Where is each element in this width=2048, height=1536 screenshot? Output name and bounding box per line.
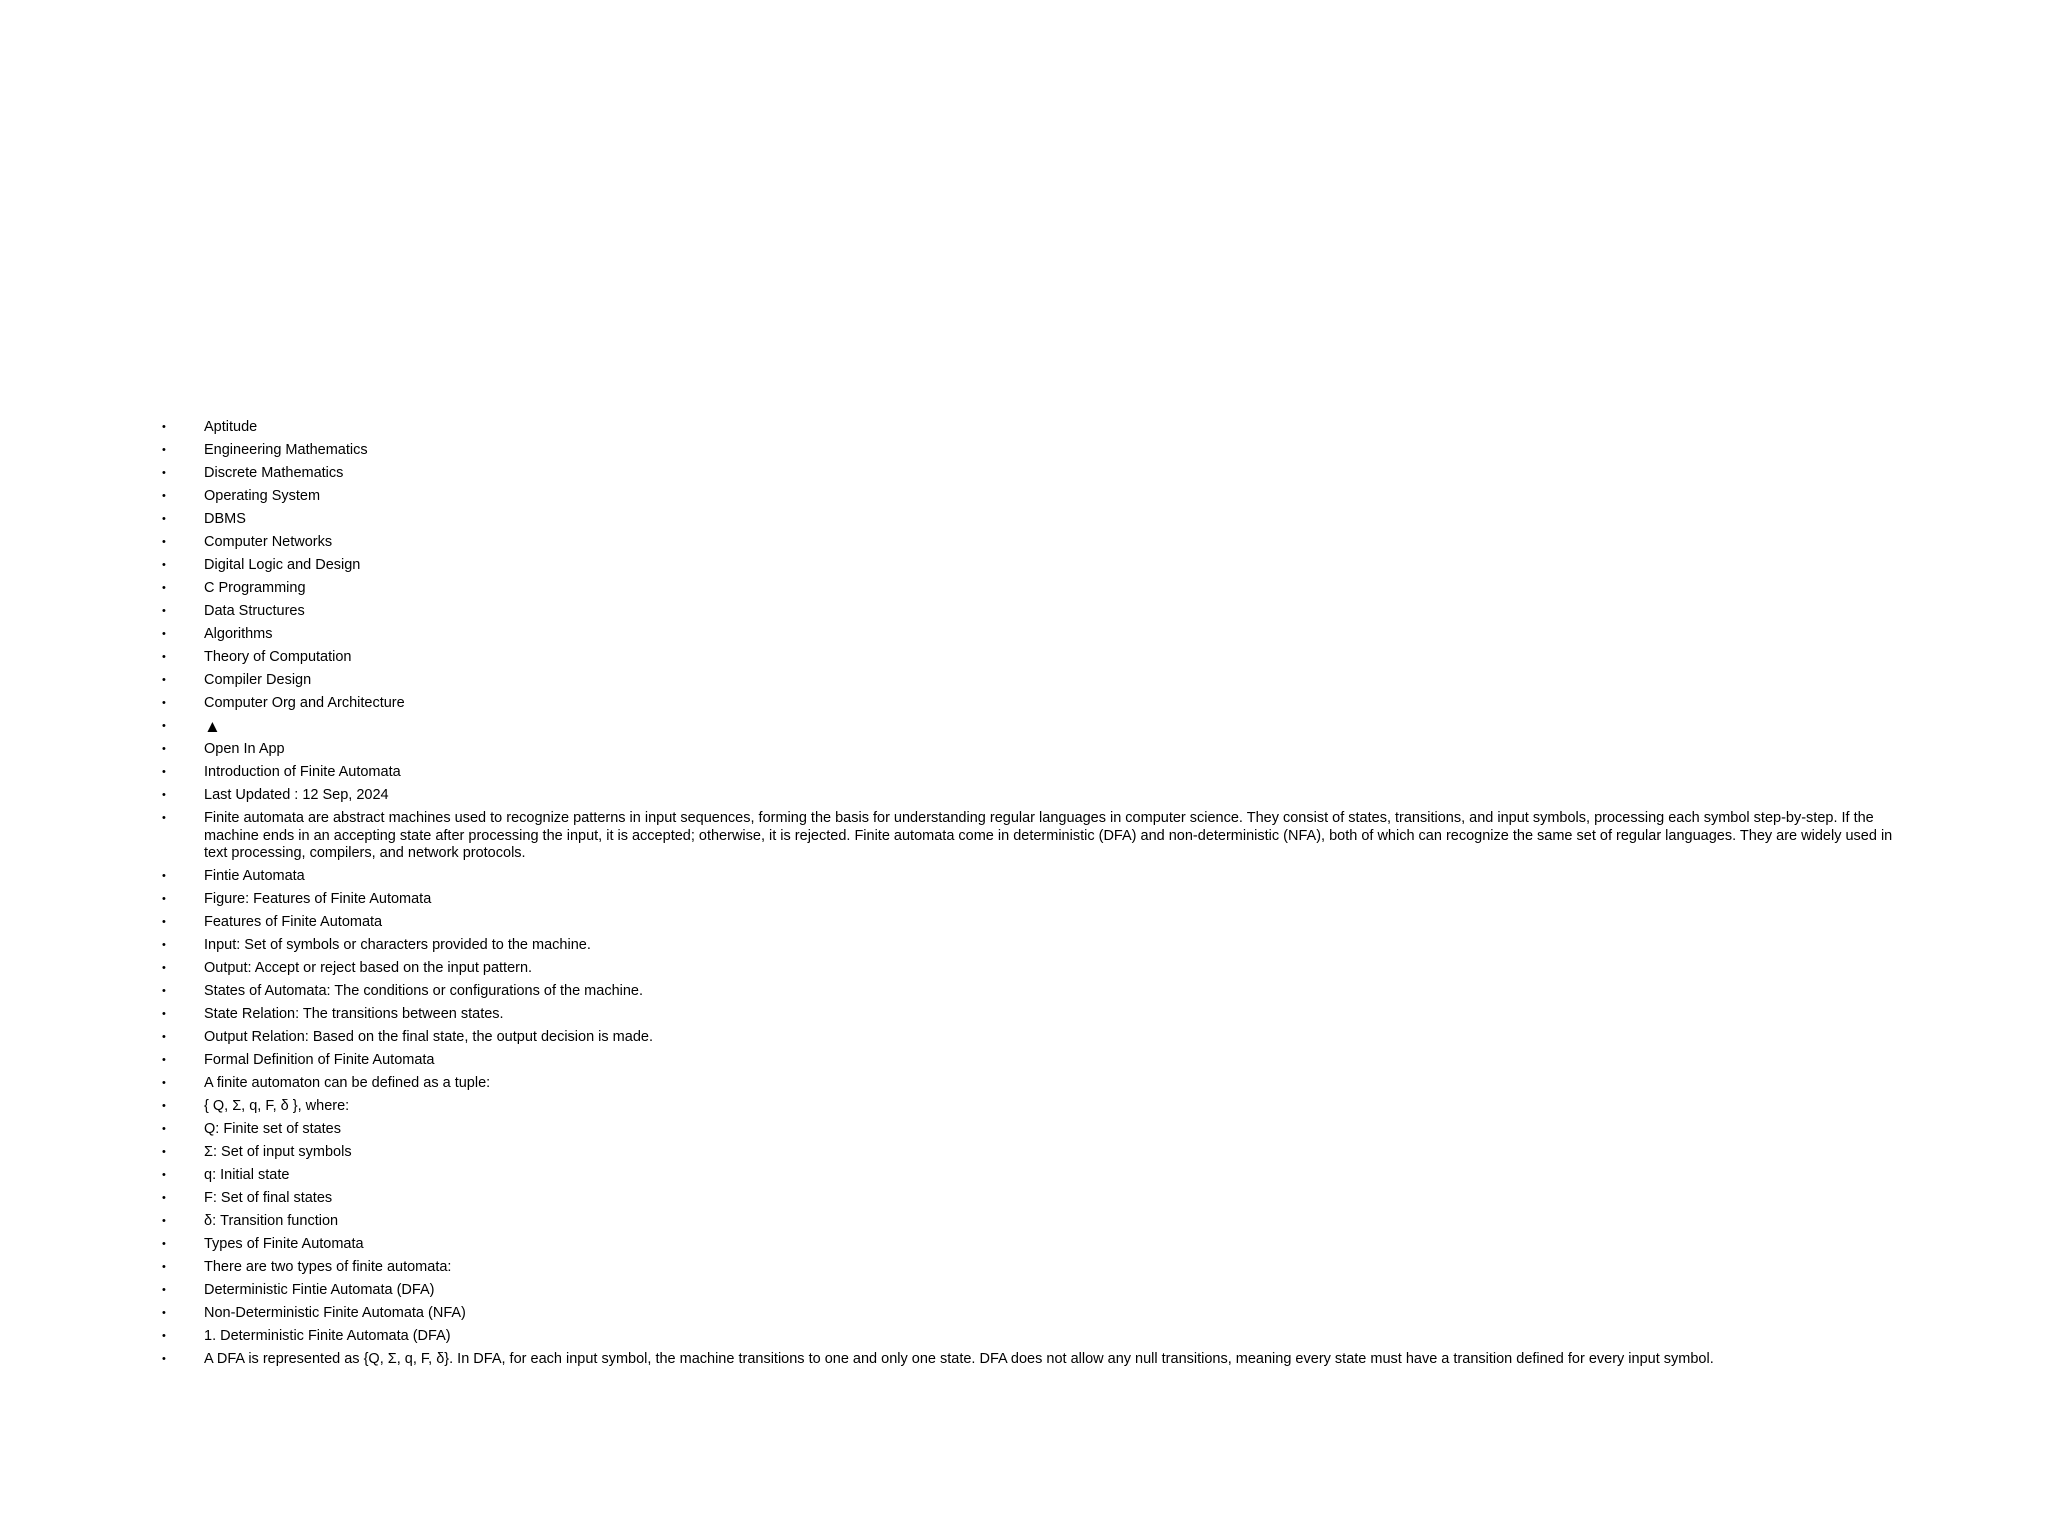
bullet-marker: • — [162, 1330, 166, 1342]
list-item-feature-output-relation — [0, 1029, 2048, 1047]
list-item-def-sigma — [0, 1144, 2048, 1162]
list-item-engineering-mathematics[interactable] — [0, 442, 2048, 460]
bullet-marker: • — [162, 916, 166, 928]
list-item-theory-of-computation[interactable] — [0, 649, 2048, 667]
bullet-marker: • — [162, 720, 166, 732]
nav-link-data-structures[interactable]: Data Structures — [204, 603, 305, 619]
bullet-marker: • — [162, 870, 166, 882]
bullet-marker: • — [162, 743, 166, 755]
bullet-marker: • — [162, 1307, 166, 1319]
type-dfa: Deterministic Fintie Automata (DFA) — [204, 1282, 435, 1298]
bullet-marker: • — [162, 674, 166, 686]
bullet-marker: • — [162, 490, 166, 502]
intro-paragraph: Finite automata are abstract machines used to recognize patterns in input sequences, forming the basis for understanding regular languages in computer science. They consist of states, transitions, and input symbols, processing each symbol step-by-step. If the machine ends in an accepting state after processing the input, it is accepted; otherwise, it is rejected. Finite automata come in deterministic (DFA) and non-deterministic (NFA), both of which can recognize the same set of regular languages. They are widely used in text processing, compilers, and network protocols. — [204, 810, 1893, 861]
nav-link-algorithms[interactable]: Algorithms — [204, 626, 273, 642]
bullet-marker: • — [162, 1008, 166, 1020]
last-updated-text: Last Updated : 12 Sep, 2024 — [204, 787, 389, 803]
feature-input: Input: Set of symbols or characters provided to the machine. — [204, 937, 591, 953]
nav-link-aptitude[interactable]: Aptitude — [204, 419, 258, 435]
list-item-data-structures[interactable] — [0, 603, 2048, 621]
list-item-algorithms[interactable] — [0, 626, 2048, 644]
list-item-scroll-up[interactable] — [0, 718, 2048, 736]
definition-final-states: F: Set of final states — [204, 1190, 333, 1206]
bullet-marker: • — [162, 1054, 166, 1066]
list-item-feature-states — [0, 983, 2048, 1001]
list-item-compiler-design[interactable] — [0, 672, 2048, 690]
bullet-marker: • — [162, 1077, 166, 1089]
nav-link-engineering-mathematics[interactable]: Engineering Mathematics — [204, 442, 368, 458]
bullet-marker: • — [162, 444, 166, 456]
bullet-marker: • — [162, 1261, 166, 1273]
feature-states: States of Automata: The conditions or configurations of the machine. — [204, 983, 644, 999]
list-item-operating-system[interactable] — [0, 488, 2048, 506]
list-item-def-initial — [0, 1167, 2048, 1185]
image-alt-text: Fintie Automata — [204, 868, 305, 884]
nav-link-c-programming[interactable]: C Programming — [204, 580, 306, 596]
definition-transition-function: δ: Transition function — [204, 1213, 339, 1229]
list-item-def-delta — [0, 1213, 2048, 1231]
bullet-marker: • — [162, 559, 166, 571]
dfa-paragraph: A DFA is represented as {Q, Σ, q, F, δ}. In DFA, for each input symbol, the machine transitions to one and only one state. DFA does not allow any null transitions, meaning every state must have a transition defined for every input symbol. — [204, 1351, 1714, 1367]
bullet-marker: • — [162, 962, 166, 974]
tuple-intro: A finite automaton can be defined as a tuple: — [204, 1075, 491, 1091]
list-item-computer-networks[interactable] — [0, 534, 2048, 552]
bullet-marker: • — [162, 789, 166, 801]
bullet-marker: • — [162, 1192, 166, 1204]
list-item-tuple-intro — [0, 1075, 2048, 1093]
nav-link-operating-system[interactable]: Operating System — [204, 488, 321, 504]
bullet-marker: • — [162, 697, 166, 709]
bullet-marker: • — [162, 628, 166, 640]
bullet-marker: • — [162, 467, 166, 479]
open-in-app-link[interactable]: Open In App — [204, 741, 285, 757]
tuple-definition: { Q, Σ, q, F, δ }, where: — [204, 1098, 350, 1114]
scroll-up-icon[interactable]: ▲ — [204, 717, 221, 736]
nav-link-dbms[interactable]: DBMS — [204, 511, 246, 527]
list-item-features-heading — [0, 914, 2048, 932]
bullet-marker: • — [162, 1238, 166, 1250]
list-item-tuple — [0, 1098, 2048, 1116]
list-item-c-programming[interactable] — [0, 580, 2048, 598]
list-item-aptitude[interactable] — [0, 419, 2048, 437]
definition-input-symbols: Σ: Set of input symbols — [204, 1144, 352, 1160]
list-item-feature-input — [0, 937, 2048, 955]
list-item-article-title — [0, 764, 2048, 782]
figure-caption: Figure: Features of Finite Automata — [204, 891, 432, 907]
list-item-intro-paragraph — [0, 810, 2048, 863]
types-heading: Types of Finite Automata — [204, 1236, 364, 1252]
feature-output: Output: Accept or reject based on the input pattern. — [204, 960, 533, 976]
article-title: Introduction of Finite Automata — [204, 764, 401, 780]
list-item-feature-output — [0, 960, 2048, 978]
list-item-open-in-app[interactable] — [0, 741, 2048, 759]
feature-output-relation: Output Relation: Based on the final state, the output decision is made. — [204, 1029, 653, 1045]
bullet-marker: • — [162, 513, 166, 525]
document-list — [0, 419, 2048, 1374]
nav-link-digital-logic[interactable]: Digital Logic and Design — [204, 557, 361, 573]
nav-link-theory-of-computation[interactable]: Theory of Computation — [204, 649, 352, 665]
bullet-marker: • — [162, 1353, 166, 1365]
bullet-marker: • — [162, 1123, 166, 1135]
list-item-computer-org[interactable] — [0, 695, 2048, 713]
list-item-types-heading — [0, 1236, 2048, 1254]
list-item-types-intro — [0, 1259, 2048, 1277]
definition-states: Q: Finite set of states — [204, 1121, 341, 1137]
list-item-def-final — [0, 1190, 2048, 1208]
bullet-marker: • — [162, 605, 166, 617]
formal-definition-heading: Formal Definition of Finite Automata — [204, 1052, 435, 1068]
dfa-heading: 1. Deterministic Finite Automata (DFA) — [204, 1328, 451, 1344]
bullet-marker: • — [162, 1284, 166, 1296]
bullet-marker: • — [162, 1146, 166, 1158]
nav-link-compiler-design[interactable]: Compiler Design — [204, 672, 312, 688]
list-item-dfa-heading — [0, 1328, 2048, 1346]
bullet-marker: • — [162, 1215, 166, 1227]
nav-link-discrete-mathematics[interactable]: Discrete Mathematics — [204, 465, 344, 481]
list-item-feature-state-relation — [0, 1006, 2048, 1024]
bullet-marker: • — [162, 1100, 166, 1112]
bullet-marker: • — [162, 893, 166, 905]
list-item-figure-caption — [0, 891, 2048, 909]
list-item-dfa-paragraph — [0, 1351, 2048, 1369]
type-nfa: Non-Deterministic Finite Automata (NFA) — [204, 1305, 466, 1321]
list-item-def-q — [0, 1121, 2048, 1139]
bullet-marker: • — [162, 651, 166, 663]
list-item-type-dfa — [0, 1282, 2048, 1300]
bullet-marker: • — [162, 1031, 166, 1043]
list-item-type-nfa — [0, 1305, 2048, 1323]
bullet-marker: • — [162, 582, 166, 594]
nav-link-computer-org[interactable]: Computer Org and Architecture — [204, 695, 405, 711]
bullet-marker: • — [162, 985, 166, 997]
list-item-last-updated — [0, 787, 2048, 805]
features-heading: Features of Finite Automata — [204, 914, 383, 930]
bullet-marker: • — [162, 766, 166, 778]
list-item-image-caption — [0, 868, 2048, 886]
list-item-digital-logic[interactable] — [0, 557, 2048, 575]
bullet-marker: • — [162, 536, 166, 548]
nav-link-computer-networks[interactable]: Computer Networks — [204, 534, 333, 550]
list-item-discrete-mathematics[interactable] — [0, 465, 2048, 483]
types-intro: There are two types of finite automata: — [204, 1259, 452, 1275]
bullet-marker: • — [162, 421, 166, 433]
bullet-marker: • — [162, 939, 166, 951]
feature-state-relation: State Relation: The transitions between states. — [204, 1006, 504, 1022]
list-item-formal-definition-heading — [0, 1052, 2048, 1070]
bullet-marker: • — [162, 812, 166, 824]
list-item-dbms[interactable] — [0, 511, 2048, 529]
definition-initial-state: q: Initial state — [204, 1167, 290, 1183]
bullet-marker: • — [162, 1169, 166, 1181]
